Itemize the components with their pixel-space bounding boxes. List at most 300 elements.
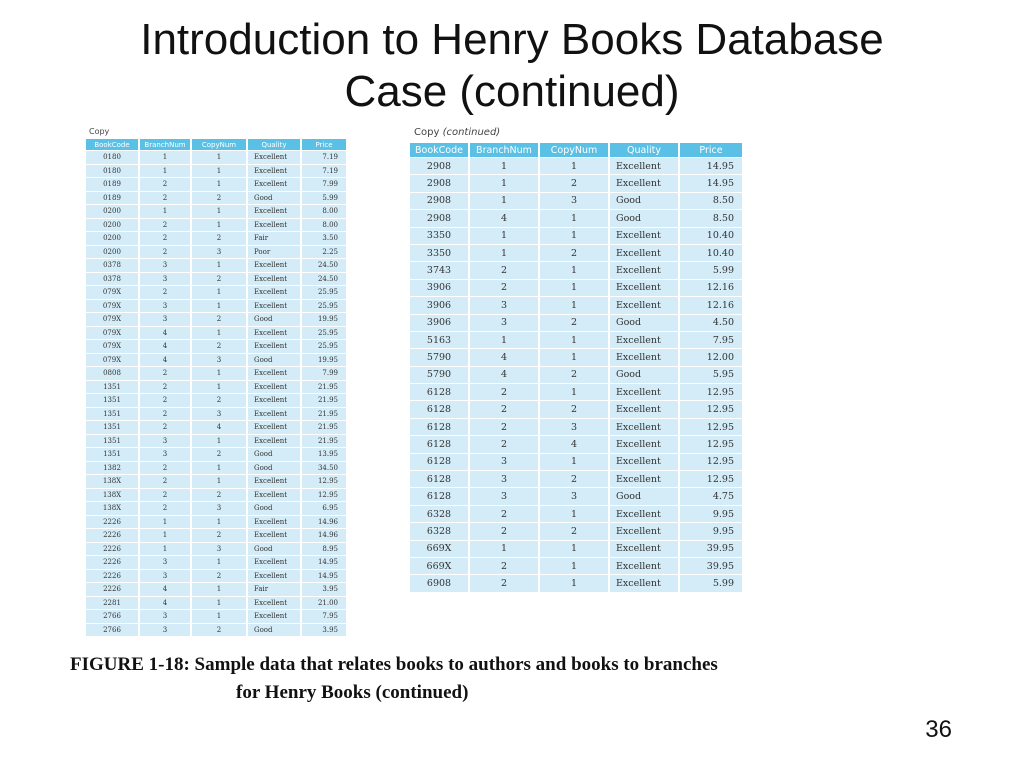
figure-caption-line1: FIGURE 1-18: Sample data that relates books to authors and books to branches xyxy=(70,654,718,675)
table-row xyxy=(86,354,346,367)
table-cell: Excellent xyxy=(248,475,300,488)
table-cell: 3.50 xyxy=(302,232,346,245)
table-cell: 669X xyxy=(410,558,468,574)
table-cell: 3 xyxy=(192,408,246,421)
table-cell: 24.50 xyxy=(302,259,346,272)
table-cell: 0200 xyxy=(86,219,138,232)
table-row xyxy=(410,262,742,278)
table-cell: 2 xyxy=(192,340,246,353)
table-cell: Excellent xyxy=(248,570,300,583)
table-cell: 2908 xyxy=(410,193,468,209)
table-cell: 1 xyxy=(470,332,538,348)
table-cell: 2 xyxy=(140,192,190,205)
table-row xyxy=(410,488,742,504)
table-cell: 079X xyxy=(86,286,138,299)
table-row xyxy=(86,219,346,232)
table-cell: 2 xyxy=(140,178,190,191)
table-cell: 6128 xyxy=(410,436,468,452)
table-row xyxy=(410,523,742,539)
column-header: Quality xyxy=(248,139,300,150)
table-cell: 079X xyxy=(86,327,138,340)
table-cell: 14.95 xyxy=(302,570,346,583)
table-cell: 1351 xyxy=(86,381,138,394)
table-cell: 4 xyxy=(140,327,190,340)
table-cell: 21.95 xyxy=(302,408,346,421)
table-cell: Excellent xyxy=(248,273,300,286)
table-cell: 2226 xyxy=(86,570,138,583)
table-row xyxy=(86,543,346,556)
table-cell: Excellent xyxy=(610,436,678,452)
table-cell: 1 xyxy=(540,297,608,313)
table-cell: 0378 xyxy=(86,259,138,272)
table-cell: 2766 xyxy=(86,624,138,637)
table-cell: 2 xyxy=(140,394,190,407)
table-cell: 6128 xyxy=(410,419,468,435)
table-row xyxy=(410,575,742,591)
table-cell: 6128 xyxy=(410,401,468,417)
table-cell: Good xyxy=(248,313,300,326)
table-cell: 12.95 xyxy=(302,475,346,488)
table-cell: 2 xyxy=(470,436,538,452)
table-cell: 13.95 xyxy=(302,448,346,461)
table-cell: 138X xyxy=(86,475,138,488)
table-cell: 3 xyxy=(192,543,246,556)
table-row xyxy=(86,475,346,488)
table-cell: 2 xyxy=(540,315,608,331)
table-cell: 39.95 xyxy=(680,558,742,574)
table-cell: Excellent xyxy=(610,349,678,365)
table-cell: Excellent xyxy=(248,489,300,502)
table-cell: 4 xyxy=(192,421,246,434)
table-cell: 1 xyxy=(192,597,246,610)
table-cell: 1 xyxy=(192,286,246,299)
table-cell: 3 xyxy=(192,246,246,259)
table-cell: 5.99 xyxy=(302,192,346,205)
table-cell: Excellent xyxy=(248,327,300,340)
table-cell: 0189 xyxy=(86,178,138,191)
table-cell: Excellent xyxy=(248,381,300,394)
table-cell: 1 xyxy=(192,462,246,475)
table-cell: 0189 xyxy=(86,192,138,205)
table-cell: 2 xyxy=(470,575,538,591)
table-cell: 0180 xyxy=(86,165,138,178)
table-cell: 2 xyxy=(192,624,246,637)
table-cell: Excellent xyxy=(248,300,300,313)
table-cell: 3350 xyxy=(410,228,468,244)
table-cell: 2 xyxy=(192,570,246,583)
table-cell: 1 xyxy=(140,151,190,164)
table-cell: 25.95 xyxy=(302,286,346,299)
table-cell: 8.50 xyxy=(680,210,742,226)
table-cell: Good xyxy=(248,354,300,367)
table-cell: 7.99 xyxy=(302,178,346,191)
table-cell: Excellent xyxy=(610,332,678,348)
table-cell: 2 xyxy=(470,401,538,417)
table-cell: 1 xyxy=(540,210,608,226)
table-cell: Excellent xyxy=(610,558,678,574)
table-cell: 2226 xyxy=(86,556,138,569)
table-cell: 4 xyxy=(540,436,608,452)
table-row xyxy=(86,556,346,569)
table-cell: 1 xyxy=(540,280,608,296)
table-row xyxy=(410,228,742,244)
table-row xyxy=(86,529,346,542)
right-table-caption-note: (continued) xyxy=(442,127,501,138)
table-cell: 2 xyxy=(470,384,538,400)
table-cell: 3 xyxy=(470,488,538,504)
table-cell: 1351 xyxy=(86,408,138,421)
table-row xyxy=(86,502,346,515)
table-cell: 5.99 xyxy=(680,262,742,278)
table-cell: Excellent xyxy=(248,205,300,218)
table-row xyxy=(86,192,346,205)
table-cell: Poor xyxy=(248,246,300,259)
table-cell: 3743 xyxy=(410,262,468,278)
table-row xyxy=(410,454,742,470)
table-cell: 3 xyxy=(470,471,538,487)
table-cell: 2 xyxy=(140,489,190,502)
table-cell: 1351 xyxy=(86,394,138,407)
table-row xyxy=(410,401,742,417)
table-cell: 2 xyxy=(540,367,608,383)
table-row xyxy=(410,541,742,557)
table-cell: 2 xyxy=(470,419,538,435)
table-cell: 25.95 xyxy=(302,340,346,353)
left-table-header-row xyxy=(86,139,346,150)
table-cell: 1 xyxy=(192,556,246,569)
table-cell: 1 xyxy=(140,516,190,529)
table-cell: 3 xyxy=(540,419,608,435)
table-cell: 14.95 xyxy=(302,556,346,569)
table-row xyxy=(86,300,346,313)
table-row xyxy=(410,175,742,191)
table-cell: 3 xyxy=(140,624,190,637)
table-cell: 10.40 xyxy=(680,245,742,261)
table-cell: 1 xyxy=(540,558,608,574)
table-cell: 12.95 xyxy=(680,436,742,452)
table-row xyxy=(86,597,346,610)
table-row xyxy=(410,367,742,383)
table-cell: 2 xyxy=(140,381,190,394)
table-cell: 4 xyxy=(470,349,538,365)
table-cell: 3 xyxy=(140,273,190,286)
table-cell: 079X xyxy=(86,340,138,353)
table-cell: 2 xyxy=(470,262,538,278)
table-cell: 1 xyxy=(192,516,246,529)
table-row xyxy=(410,210,742,226)
table-cell: 34.50 xyxy=(302,462,346,475)
table-cell: 14.95 xyxy=(680,158,742,174)
table-cell: 669X xyxy=(410,541,468,557)
table-cell: 4 xyxy=(140,340,190,353)
table-cell: 14.96 xyxy=(302,529,346,542)
table-cell: Excellent xyxy=(248,219,300,232)
table-cell: 1351 xyxy=(86,435,138,448)
table-cell: 1 xyxy=(540,384,608,400)
table-cell: Excellent xyxy=(248,408,300,421)
table-cell: Excellent xyxy=(610,297,678,313)
table-cell: 1 xyxy=(540,228,608,244)
table-cell: 0180 xyxy=(86,151,138,164)
table-cell: 2281 xyxy=(86,597,138,610)
table-row xyxy=(410,193,742,209)
table-cell: 0200 xyxy=(86,205,138,218)
table-cell: 1 xyxy=(192,219,246,232)
table-cell: 1 xyxy=(540,262,608,278)
table-cell: Good xyxy=(248,624,300,637)
table-cell: 4 xyxy=(140,354,190,367)
table-cell: 2 xyxy=(540,245,608,261)
table-row xyxy=(410,349,742,365)
table-cell: Good xyxy=(610,488,678,504)
table-cell: Excellent xyxy=(610,541,678,557)
table-cell: 24.50 xyxy=(302,273,346,286)
table-cell: Excellent xyxy=(248,394,300,407)
table-cell: 3 xyxy=(470,454,538,470)
table-cell: 6128 xyxy=(410,454,468,470)
table-cell: Excellent xyxy=(248,435,300,448)
table-cell: 6128 xyxy=(410,384,468,400)
table-cell: 3 xyxy=(140,448,190,461)
table-cell: 14.95 xyxy=(680,175,742,191)
table-cell: 21.95 xyxy=(302,435,346,448)
table-cell: 1 xyxy=(540,575,608,591)
table-cell: 2 xyxy=(140,246,190,259)
table-row xyxy=(410,506,742,522)
table-cell: 079X xyxy=(86,354,138,367)
table-cell: 0378 xyxy=(86,273,138,286)
table-cell: 3 xyxy=(140,570,190,583)
table-cell: 2766 xyxy=(86,610,138,623)
table-cell: Excellent xyxy=(610,506,678,522)
table-cell: 2 xyxy=(192,192,246,205)
table-cell: 3906 xyxy=(410,297,468,313)
table-cell: Good xyxy=(248,543,300,556)
table-cell: 0808 xyxy=(86,367,138,380)
table-cell: Excellent xyxy=(610,175,678,191)
table-cell: Excellent xyxy=(248,367,300,380)
table-cell: 2 xyxy=(192,448,246,461)
table-cell: Excellent xyxy=(610,228,678,244)
table-row xyxy=(86,516,346,529)
table-cell: 6128 xyxy=(410,488,468,504)
table-cell: 19.95 xyxy=(302,313,346,326)
table-cell: 3906 xyxy=(410,315,468,331)
table-cell: 2 xyxy=(140,421,190,434)
table-cell: 2 xyxy=(192,273,246,286)
table-cell: 1 xyxy=(470,245,538,261)
table-cell: 10.40 xyxy=(680,228,742,244)
table-cell: 1 xyxy=(540,332,608,348)
table-cell: 2 xyxy=(470,506,538,522)
table-cell: 1 xyxy=(140,165,190,178)
table-row xyxy=(410,419,742,435)
table-cell: 3 xyxy=(140,610,190,623)
table-row xyxy=(410,558,742,574)
table-cell: 3 xyxy=(140,300,190,313)
table-row xyxy=(86,421,346,434)
table-cell: 079X xyxy=(86,300,138,313)
table-cell: Excellent xyxy=(610,262,678,278)
table-cell: Good xyxy=(610,210,678,226)
table-row xyxy=(86,313,346,326)
table-cell: 1 xyxy=(470,158,538,174)
table-row xyxy=(86,570,346,583)
table-cell: 3 xyxy=(540,488,608,504)
table-row xyxy=(86,178,346,191)
table-cell: 6328 xyxy=(410,523,468,539)
column-header: BranchNum xyxy=(140,139,190,150)
right-copy-table xyxy=(408,142,744,593)
table-cell: 1 xyxy=(192,165,246,178)
table-cell: 2226 xyxy=(86,516,138,529)
table-cell: 1 xyxy=(140,543,190,556)
table-cell: 2 xyxy=(540,175,608,191)
table-cell: 25.95 xyxy=(302,327,346,340)
table-cell: Good xyxy=(610,367,678,383)
table-row xyxy=(86,624,346,637)
table-cell: 3.95 xyxy=(302,624,346,637)
table-cell: 1 xyxy=(470,193,538,209)
table-cell: 3 xyxy=(140,259,190,272)
table-cell: 4 xyxy=(140,583,190,596)
table-cell: 2 xyxy=(470,523,538,539)
table-cell: 8.95 xyxy=(302,543,346,556)
column-header: BranchNum xyxy=(470,143,538,157)
figure-caption xyxy=(0,651,1024,707)
table-cell: 5163 xyxy=(410,332,468,348)
table-cell: 2 xyxy=(140,502,190,515)
table-cell: 4 xyxy=(470,210,538,226)
table-cell: 39.95 xyxy=(680,541,742,557)
table-cell: 1 xyxy=(540,506,608,522)
table-cell: 3 xyxy=(540,193,608,209)
table-cell: 1 xyxy=(192,178,246,191)
table-row xyxy=(410,297,742,313)
table-cell: 12.95 xyxy=(680,401,742,417)
table-cell: 2 xyxy=(140,475,190,488)
table-cell: 1 xyxy=(192,259,246,272)
table-row xyxy=(86,462,346,475)
table-cell: 1 xyxy=(540,541,608,557)
figure-caption-line2: for Henry Books (continued) xyxy=(236,682,469,703)
table-cell: 2908 xyxy=(410,158,468,174)
table-cell: 14.96 xyxy=(302,516,346,529)
table-cell: 5.95 xyxy=(680,367,742,383)
table-cell: 3 xyxy=(140,556,190,569)
table-cell: 2226 xyxy=(86,583,138,596)
table-cell: 6.95 xyxy=(302,502,346,515)
table-cell: Excellent xyxy=(610,454,678,470)
table-cell: 1 xyxy=(140,529,190,542)
table-cell: 1 xyxy=(192,583,246,596)
table-cell: 2908 xyxy=(410,210,468,226)
table-cell: 138X xyxy=(86,489,138,502)
table-row xyxy=(86,435,346,448)
table-row xyxy=(410,332,742,348)
table-cell: 6908 xyxy=(410,575,468,591)
table-cell: 2 xyxy=(140,408,190,421)
table-cell: 8.50 xyxy=(680,193,742,209)
table-cell: 1351 xyxy=(86,448,138,461)
column-header: BookCode xyxy=(86,139,138,150)
left-table-body xyxy=(86,151,346,636)
table-cell: Good xyxy=(248,448,300,461)
table-row xyxy=(86,259,346,272)
table-cell: Good xyxy=(248,502,300,515)
table-row xyxy=(86,340,346,353)
table-cell: 9.95 xyxy=(680,523,742,539)
table-cell: 4.50 xyxy=(680,315,742,331)
table-cell: Excellent xyxy=(248,151,300,164)
table-row xyxy=(86,448,346,461)
table-cell: Excellent xyxy=(248,529,300,542)
table-cell: 2 xyxy=(140,367,190,380)
table-row xyxy=(86,381,346,394)
table-cell: 21.00 xyxy=(302,597,346,610)
table-cell: 25.95 xyxy=(302,300,346,313)
table-cell: 12.16 xyxy=(680,297,742,313)
table-cell: 6328 xyxy=(410,506,468,522)
table-cell: 2 xyxy=(192,313,246,326)
table-cell: Excellent xyxy=(248,421,300,434)
table-row xyxy=(410,245,742,261)
table-cell: 7.99 xyxy=(302,367,346,380)
table-cell: 2 xyxy=(140,286,190,299)
table-cell: 2 xyxy=(192,394,246,407)
table-cell: 1 xyxy=(540,158,608,174)
table-cell: 3906 xyxy=(410,280,468,296)
table-row xyxy=(86,273,346,286)
table-cell: 7.19 xyxy=(302,165,346,178)
table-cell: 2 xyxy=(140,462,190,475)
table-cell: 3 xyxy=(140,313,190,326)
table-cell: 1 xyxy=(540,454,608,470)
table-cell: 8.00 xyxy=(302,205,346,218)
table-cell: Excellent xyxy=(248,597,300,610)
table-cell: 21.95 xyxy=(302,381,346,394)
column-header: CopyNum xyxy=(192,139,246,150)
table-cell: 3 xyxy=(192,354,246,367)
slide-title-line1: Introduction to Henry Books Database xyxy=(140,15,884,64)
left-copy-table xyxy=(84,138,348,637)
table-cell: Good xyxy=(248,462,300,475)
table-cell: 2 xyxy=(470,280,538,296)
table-row xyxy=(410,158,742,174)
table-row xyxy=(86,165,346,178)
table-cell: 7.95 xyxy=(302,610,346,623)
table-cell: Excellent xyxy=(248,556,300,569)
table-cell: Excellent xyxy=(610,523,678,539)
slide-title-line2: Case (continued) xyxy=(344,67,680,116)
table-cell: 2 xyxy=(540,523,608,539)
table-cell: 1 xyxy=(192,300,246,313)
table-cell: 1351 xyxy=(86,421,138,434)
table-cell: 12.95 xyxy=(680,384,742,400)
table-cell: 1 xyxy=(470,541,538,557)
table-cell: 1 xyxy=(192,381,246,394)
column-header: Price xyxy=(302,139,346,150)
column-header: CopyNum xyxy=(540,143,608,157)
table-cell: 1 xyxy=(140,205,190,218)
table-cell: 8.00 xyxy=(302,219,346,232)
table-cell: 2908 xyxy=(410,175,468,191)
left-table-caption: Copy xyxy=(89,127,110,136)
table-cell: 21.95 xyxy=(302,421,346,434)
table-cell: 1 xyxy=(192,435,246,448)
table-cell: 1 xyxy=(470,228,538,244)
table-cell: 2226 xyxy=(86,543,138,556)
